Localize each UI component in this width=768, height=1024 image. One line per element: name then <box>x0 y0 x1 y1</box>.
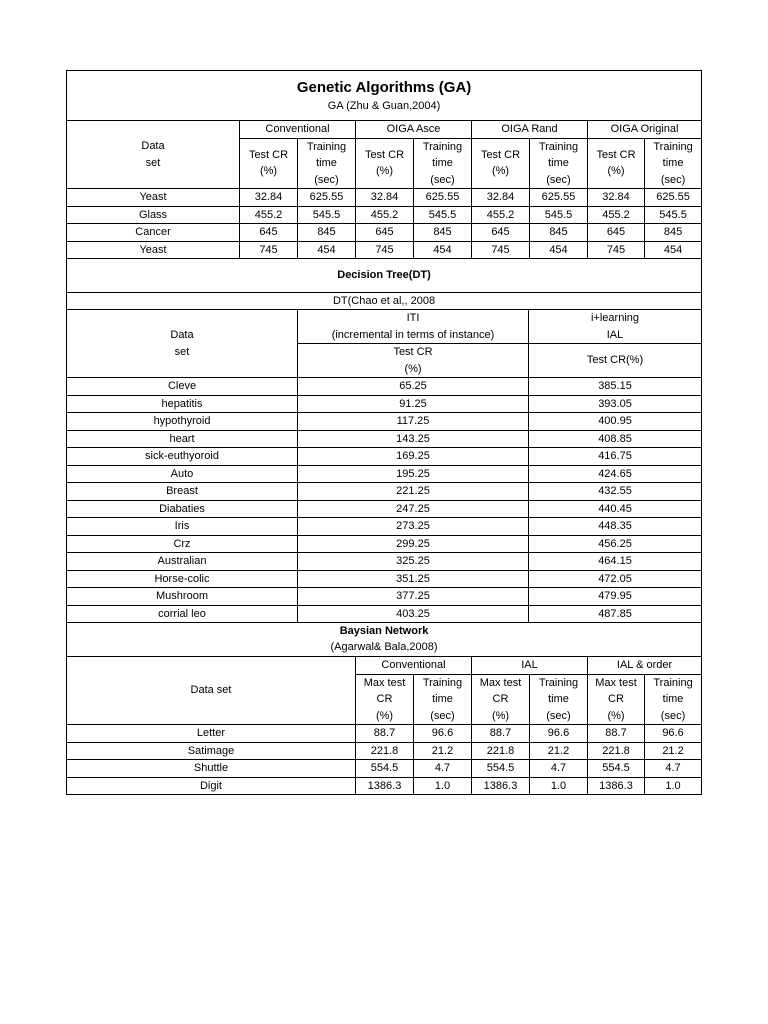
ga-cell-value: 745 <box>240 241 298 259</box>
ga-cell-value: 625.55 <box>645 189 702 207</box>
ga-cell-value: 454 <box>645 241 702 259</box>
dt-ial-value: 479.95 <box>529 588 702 606</box>
dt-dataset-header: Data set <box>67 310 298 378</box>
dt-row-name: corrial leo <box>67 605 298 623</box>
dt-ial-value: 464.15 <box>529 553 702 571</box>
ga-cell-value: 454 <box>414 241 472 259</box>
dt-iti-value: 221.25 <box>298 483 529 501</box>
bn-row <box>67 725 702 743</box>
dt-iti-value: 117.25 <box>298 413 529 431</box>
bn-cell-value: 21.2 <box>414 742 472 760</box>
bn-cell-value: 96.6 <box>645 725 702 743</box>
ga-row-name: Glass <box>67 206 240 224</box>
ga-cell-value: 545.5 <box>645 206 702 224</box>
bn-row-name: Shuttle <box>67 760 356 778</box>
dt-ial-value: 385.15 <box>529 378 702 396</box>
dt-iti-value: 247.25 <box>298 500 529 518</box>
ga-col-training-time: Training time (sec) <box>645 138 702 189</box>
dt-row-name: Cleve <box>67 378 298 396</box>
bn-col-training-time: Training time (sec) <box>645 674 702 725</box>
dt-row <box>67 535 702 553</box>
ga-col-test-cr: Test CR (%) <box>240 138 298 189</box>
dt-row <box>67 395 702 413</box>
ga-row <box>67 224 702 242</box>
dt-row <box>67 465 702 483</box>
bn-cell-value: 4.7 <box>414 760 472 778</box>
dt-iti-value: 143.25 <box>298 430 529 448</box>
bn-cell-value: 88.7 <box>588 725 645 743</box>
bn-cell-value: 21.2 <box>645 742 702 760</box>
bn-col-training-time: Training time (sec) <box>414 674 472 725</box>
dt-iti-value: 195.25 <box>298 465 529 483</box>
bn-row <box>67 742 702 760</box>
bn-dataset-header: Data set <box>67 657 356 725</box>
bn-cell-value: 554.5 <box>356 760 414 778</box>
dt-row-name: Mushroom <box>67 588 298 606</box>
dt-ial-value: 448.35 <box>529 518 702 536</box>
ga-cell-value: 625.55 <box>414 189 472 207</box>
ga-cell-value: 455.2 <box>356 206 414 224</box>
ga-row <box>67 189 702 207</box>
dt-ial-value: 472.05 <box>529 570 702 588</box>
ga-cell-value: 845 <box>298 224 356 242</box>
bn-title: Baysian Network <box>339 625 429 637</box>
document <box>66 70 701 795</box>
dt-row <box>67 413 702 431</box>
ga-cell-value: 454 <box>530 241 588 259</box>
ga-cell-value: 645 <box>356 224 414 242</box>
bn-cell-value: 1.0 <box>530 777 588 795</box>
bn-cell-value: 554.5 <box>588 760 645 778</box>
dt-row <box>67 430 702 448</box>
bn-cell-value: 88.7 <box>356 725 414 743</box>
ga-cell-value: 645 <box>588 224 645 242</box>
dt-iti-value: 299.25 <box>298 535 529 553</box>
dt-ial-value: 393.05 <box>529 395 702 413</box>
dt-row <box>67 448 702 466</box>
dt-row-name: Crz <box>67 535 298 553</box>
dt-subtitle: DT(Chao et al,, 2008 <box>67 292 702 310</box>
ga-col-test-cr: Test CR (%) <box>472 138 530 189</box>
dt-iti-value: 325.25 <box>298 553 529 571</box>
bn-table <box>66 623 702 795</box>
bn-group-conventional: Conventional <box>356 657 472 675</box>
bn-row <box>67 760 702 778</box>
ga-cell-value: 545.5 <box>298 206 356 224</box>
ga-cell-value: 455.2 <box>588 206 645 224</box>
dt-row-name: Auto <box>67 465 298 483</box>
ga-col-training-time: Training time (sec) <box>298 138 356 189</box>
ga-row <box>67 241 702 259</box>
dt-ial-value: 424.65 <box>529 465 702 483</box>
dt-row <box>67 588 702 606</box>
dt-row-name: Iris <box>67 518 298 536</box>
ga-cell-value: 745 <box>472 241 530 259</box>
bn-col-training-time: Training time (sec) <box>530 674 588 725</box>
ga-cell-value: 32.84 <box>588 189 645 207</box>
bn-cell-value: 96.6 <box>414 725 472 743</box>
bn-cell-value: 96.6 <box>530 725 588 743</box>
dt-iti-value: 65.25 <box>298 378 529 396</box>
ga-subtitle: GA (Zhu & Guan,2004) <box>327 99 441 112</box>
dt-ial-value: 456.25 <box>529 535 702 553</box>
dt-iti-value: 169.25 <box>298 448 529 466</box>
dt-row-name: Australian <box>67 553 298 571</box>
bn-cell-value: 1.0 <box>414 777 472 795</box>
ga-dataset-header: Data set <box>67 121 240 189</box>
dt-row-name: sick-euthyoroid <box>67 448 298 466</box>
ga-cell-value: 545.5 <box>414 206 472 224</box>
bn-col-max-test-cr: Max test CR (%) <box>472 674 530 725</box>
ga-cell-value: 645 <box>472 224 530 242</box>
dt-ial-value: 400.95 <box>529 413 702 431</box>
ga-cell-value: 745 <box>588 241 645 259</box>
ga-title: Genetic Algorithms (GA) <box>296 78 472 96</box>
dt-row-name: hepatitis <box>67 395 298 413</box>
bn-row-name: Digit <box>67 777 356 795</box>
ga-cell-value: 845 <box>530 224 588 242</box>
dt-table <box>66 259 702 623</box>
dt-iti-value: 403.25 <box>298 605 529 623</box>
dt-iti-header: ITI (incremental in terms of instance) <box>298 310 529 344</box>
bn-cell-value: 1386.3 <box>588 777 645 795</box>
bn-col-max-test-cr: Max test CR (%) <box>588 674 645 725</box>
ga-cell-value: 645 <box>240 224 298 242</box>
dt-ial-test-header: Test CR(%) <box>529 344 702 378</box>
ga-col-test-cr: Test CR (%) <box>588 138 645 189</box>
dt-row <box>67 518 702 536</box>
bn-col-max-test-cr: Max test CR (%) <box>356 674 414 725</box>
bn-cell-value: 21.2 <box>530 742 588 760</box>
dt-ial-value: 440.45 <box>529 500 702 518</box>
dt-row-name: hypothyroid <box>67 413 298 431</box>
bn-subtitle: (Agarwal& Bala,2008) <box>330 641 438 653</box>
dt-ial-value: 487.85 <box>529 605 702 623</box>
bn-cell-value: 221.8 <box>356 742 414 760</box>
ga-cell-value: 455.2 <box>472 206 530 224</box>
bn-row-name: Letter <box>67 725 356 743</box>
bn-cell-value: 221.8 <box>472 742 530 760</box>
dt-ial-value: 416.75 <box>529 448 702 466</box>
bn-cell-value: 1.0 <box>645 777 702 795</box>
bn-cell-value: 1386.3 <box>356 777 414 795</box>
bn-group-ial: IAL <box>472 657 588 675</box>
ga-col-training-time: Training time (sec) <box>530 138 588 189</box>
ga-cell-value: 845 <box>414 224 472 242</box>
ga-cell-value: 845 <box>645 224 702 242</box>
dt-iti-value: 273.25 <box>298 518 529 536</box>
ga-cell-value: 455.2 <box>240 206 298 224</box>
ga-cell-value: 625.55 <box>530 189 588 207</box>
ga-row-name: Yeast <box>67 241 240 259</box>
ga-cell-value: 32.84 <box>472 189 530 207</box>
dt-ial-value: 408.85 <box>529 430 702 448</box>
dt-row <box>67 570 702 588</box>
ga-cell-value: 745 <box>356 241 414 259</box>
ga-group-oiga-rand: OIGA Rand <box>472 121 588 139</box>
dt-row-name: Breast <box>67 483 298 501</box>
dt-row-name: Diabaties <box>67 500 298 518</box>
dt-row <box>67 553 702 571</box>
ga-group-oiga-asce: OIGA Asce <box>356 121 472 139</box>
dt-title: Decision Tree(DT) <box>67 259 702 292</box>
bn-cell-value: 221.8 <box>588 742 645 760</box>
ga-cell-value: 454 <box>298 241 356 259</box>
ga-header-cell <box>67 71 702 121</box>
ga-col-training-time: Training time (sec) <box>414 138 472 189</box>
bn-header-cell <box>67 623 702 657</box>
dt-ial-header: i+learning IAL <box>529 310 702 344</box>
bn-cell-value: 1386.3 <box>472 777 530 795</box>
ga-row-name: Yeast <box>67 189 240 207</box>
dt-iti-value: 377.25 <box>298 588 529 606</box>
ga-group-conventional: Conventional <box>240 121 356 139</box>
ga-group-oiga-original: OIGA Original <box>588 121 702 139</box>
dt-row <box>67 605 702 623</box>
ga-row <box>67 206 702 224</box>
bn-cell-value: 4.7 <box>530 760 588 778</box>
bn-group-ial-order: IAL & order <box>588 657 702 675</box>
ga-cell-value: 545.5 <box>530 206 588 224</box>
dt-iti-test-header: Test CR (%) <box>298 344 529 378</box>
ga-cell-value: 625.55 <box>298 189 356 207</box>
dt-iti-value: 91.25 <box>298 395 529 413</box>
ga-col-test-cr: Test CR (%) <box>356 138 414 189</box>
dt-row-name: Horse-colic <box>67 570 298 588</box>
ga-cell-value: 32.84 <box>356 189 414 207</box>
bn-cell-value: 4.7 <box>645 760 702 778</box>
ga-row-name: Cancer <box>67 224 240 242</box>
dt-row-name: heart <box>67 430 298 448</box>
bn-row <box>67 777 702 795</box>
dt-row <box>67 378 702 396</box>
bn-cell-value: 554.5 <box>472 760 530 778</box>
ga-cell-value: 32.84 <box>240 189 298 207</box>
dt-row <box>67 483 702 501</box>
bn-row-name: Satimage <box>67 742 356 760</box>
dt-row <box>67 500 702 518</box>
dt-ial-value: 432.55 <box>529 483 702 501</box>
dt-iti-value: 351.25 <box>298 570 529 588</box>
ga-table <box>66 70 702 259</box>
bn-cell-value: 88.7 <box>472 725 530 743</box>
